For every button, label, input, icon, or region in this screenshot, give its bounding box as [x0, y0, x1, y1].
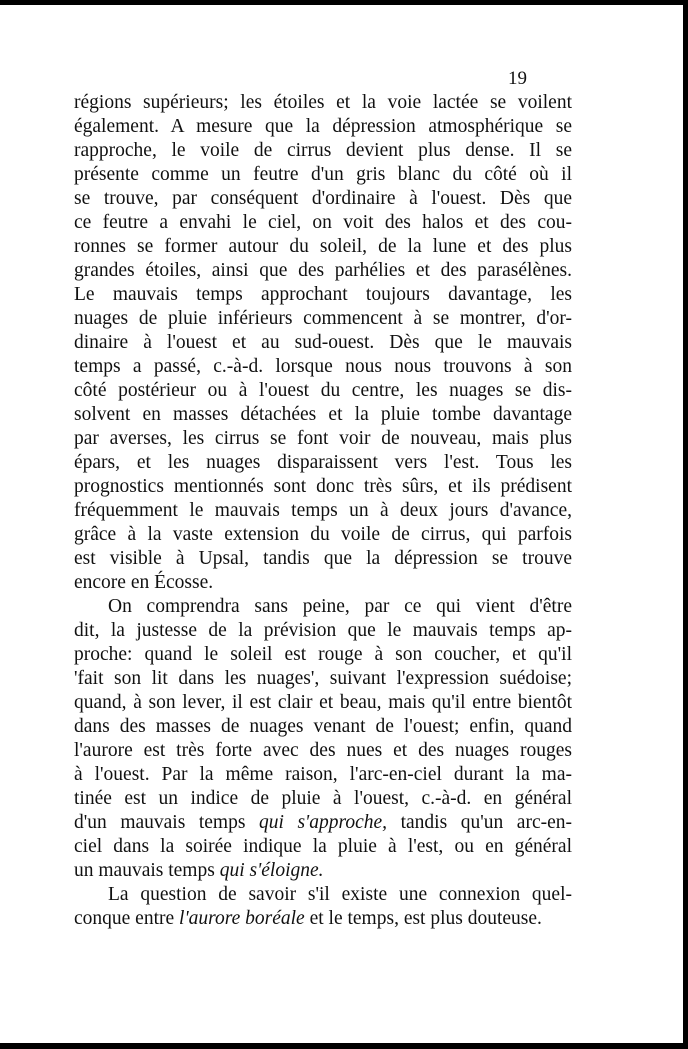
text-line: régions supérieurs; les étoiles et la voie lactée se voilent [74, 92, 572, 113]
text-line: grâce à la vaste extension du voile de cirrus, qui parfois [74, 524, 572, 545]
text-line: présente comme un feutre d'un gris blanc du côté où il [74, 164, 572, 185]
text-line: proche: quand le soleil est rouge à son coucher, et qu'il [74, 644, 572, 665]
text-line: prognostics mentionnés sont donc très sûrs, et ils prédisent [74, 476, 572, 497]
text-segment: un mauvais temps [74, 860, 220, 881]
text-line: tinée est un indice de pluie à l'ouest, c.-à-d. en général [74, 788, 572, 809]
text-line [74, 907, 572, 931]
italic-phrase: qui s'approche, [259, 812, 388, 833]
text-line: grandes étoiles, ainsi que des parhélies et des parasélènes. [74, 260, 572, 281]
text-line: quand, à son lever, il est clair et beau, mais qu'il entre bientôt [74, 692, 572, 713]
text-line: rapproche, le voile de cirrus devient plus dense. Il se [74, 140, 572, 161]
scan-border-bottom [0, 1043, 688, 1049]
text-line: On comprendra sans peine, par ce qui vient d'être [108, 596, 572, 617]
text-segment: conque entre [74, 908, 180, 929]
text-segment: d'un mauvais temps [74, 812, 259, 833]
body-text [74, 91, 572, 931]
text-line: également. A mesure que la dépression atmosphérique se [74, 116, 572, 137]
text-line: côté postérieur ou à l'ouest du centre, les nuages se dis- [74, 380, 572, 401]
text-line: dinaire à l'ouest et au sud-ouest. Dès que le mauvais [74, 332, 572, 353]
text-line: est visible à Upsal, tandis que la dépression se trouve [74, 548, 572, 569]
text-line: La question de savoir s'il existe une connexion quel- [108, 884, 572, 905]
text-line: épars, et les nuages disparaissent vers l'est. Tous les [74, 452, 572, 473]
text-line: dans des masses de nuages venant de l'ouest; enfin, quand [74, 716, 572, 737]
text-line: à l'ouest. Par la même raison, l'arc-en-ciel durant la ma- [74, 764, 572, 785]
text-line: ronnes se former autour du soleil, de la lune et des plus [74, 236, 572, 257]
text-line: se trouve, par conséquent d'ordinaire à l'ouest. Dès que [74, 188, 572, 209]
text-line: temps a passé, c.-à-d. lorsque nous nous trouvons à son [74, 356, 572, 377]
text-line: fréquemment le mauvais temps un à deux jours d'avance, [74, 500, 572, 521]
text-segment: et le temps, est plus douteuse. [304, 908, 542, 929]
italic-phrase: qui s'éloigne. [219, 860, 324, 881]
text-line: ce feutre a envahi le ciel, on voit des halos et des cou- [74, 212, 572, 233]
text-line: dit, la justesse de la prévision que le mauvais temps ap- [74, 620, 572, 641]
scan-border-right [683, 0, 688, 1049]
text-line: solvent en masses détachées et la pluie tombe davantage [74, 404, 572, 425]
text-line: ciel dans la soirée indique la pluie à l'est, ou en général [74, 836, 572, 857]
text-line: Le mauvais temps approchant toujours davantage, les [74, 284, 572, 305]
text-line: encore en Écosse. [74, 572, 214, 593]
italic-phrase: l'aurore boréale [179, 908, 305, 929]
text-line [74, 859, 572, 883]
text-segment: tandis qu'un arc-en- [387, 812, 573, 833]
page-number: 19 [508, 68, 527, 89]
text-line: 'fait son lit dans les nuages', suivant l'expression suédoise; [74, 668, 572, 689]
text-line: par averses, les cirrus se font voir de nouveau, mais plus [74, 428, 572, 449]
text-line: l'aurore est très forte avec des nues et des nuages rouges [74, 740, 572, 761]
text-line: nuages de pluie inférieurs commencent à se montrer, d'or- [74, 308, 572, 329]
text-line [74, 811, 572, 835]
scan-border-top [0, 0, 688, 5]
